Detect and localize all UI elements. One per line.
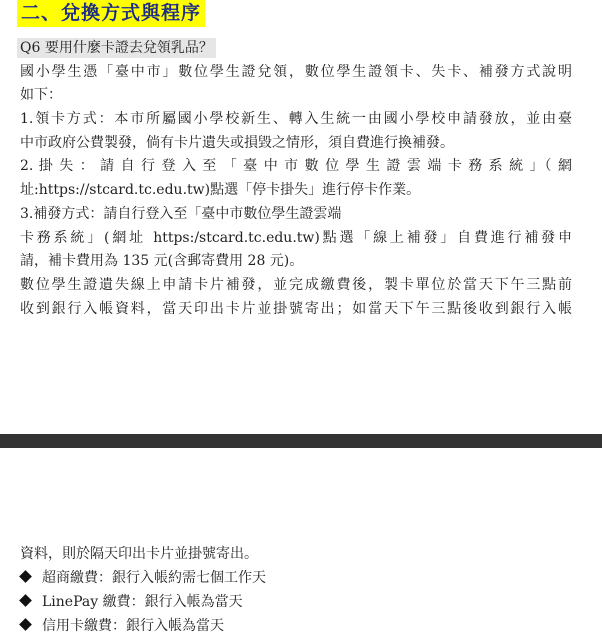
section-heading: 二、兌換方式與程序 — [17, 0, 205, 27]
paragraph-line: 請，補卡費用為 135 元(含郵寄費用 28 元)。 — [20, 253, 304, 269]
paragraph-line: 3.補發方式：請自行登入至「臺中市數位學生證雲端 — [20, 206, 342, 222]
paragraph-line: 址:https://stcard.tc.edu.tw)點選「停卡掛失」進行停卡作業。 — [20, 182, 421, 198]
paragraph-line: 國小學生憑「臺中市」數位學生證兌領，數位學生證領卡、失卡、補發方式說明 — [20, 64, 572, 80]
diamond-bullet-icon — [20, 595, 32, 607]
diamond-bullet-icon — [20, 571, 32, 583]
diamond-bullet-icon — [20, 619, 32, 631]
paragraph-line: 數位學生證遺失線上申請卡片補發，並完成繳費後，製卡單位於當天下午三點前 — [20, 277, 572, 293]
bullet-text: 超商繳費：銀行入帳約需七個工作天 — [42, 570, 266, 586]
paragraph-line: 2. 掛 失 ： 請 自 行 登 入 至 「 臺 中 市 數 位 學 生 證 雲 端 卡 務 系 統 」（ 網 — [20, 158, 572, 174]
page-bottom — [0, 448, 602, 636]
paragraph-line: 資料，則於隔天印出卡片並掛號寄出。 — [20, 546, 258, 562]
paragraph-line: 卡務系統」(網址 https:/stcard.tc.edu.tw)點選「線上補發」自費進行補發申 — [20, 230, 572, 246]
bullet-text: 信用卡繳費：銀行入帳為當天 — [42, 618, 224, 634]
paragraph-line: 如下： — [20, 87, 62, 103]
page-break-band — [0, 434, 602, 448]
bullet-item — [20, 591, 243, 613]
paragraph-line: 中市政府公費製發，倘有卡片遺失或損毀之情形，須自費進行換補發。 — [20, 135, 454, 151]
bullet-item — [20, 615, 224, 637]
paragraph-line: 1.領卡方式：本市所屬國小學校新生、轉入生統一由國小學校申請發放，並由臺 — [20, 111, 572, 127]
bullet-text: LinePay 繳費：銀行入帳為當天 — [42, 594, 243, 610]
question-label: Q6 要用什麼卡證去兌領乳品？ — [17, 38, 216, 58]
paragraph-line: 收到銀行入帳資料，當天印出卡片並掛號寄出；如當天下午三點後收到銀行入帳 — [20, 301, 572, 317]
bullet-item — [20, 567, 266, 589]
